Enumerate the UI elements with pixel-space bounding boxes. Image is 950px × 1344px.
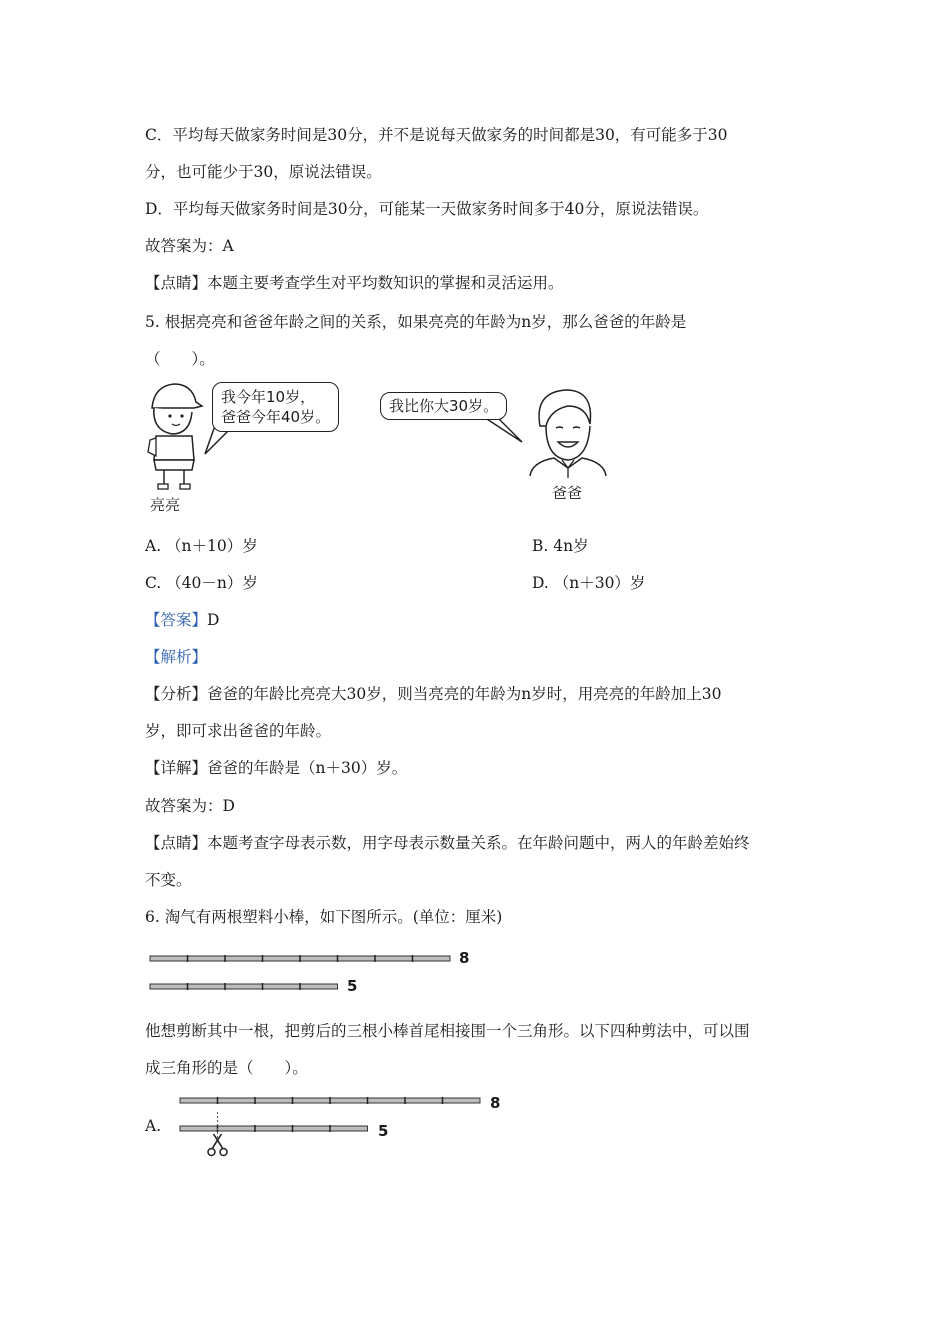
dad-speech-text: 我比你大30岁。	[389, 397, 499, 415]
question-5: 5. 根据亮亮和爸爸年龄之间的关系，如果亮亮的年龄为n岁，那么爸爸的年龄是	[145, 313, 687, 331]
text-line-c: C．平均每天做家务时间是30分，并不是说每天做家务的时间都是30，有可能多于30	[145, 126, 728, 144]
question-6-text-2: 成三角形的是（ ）。	[145, 1059, 308, 1077]
long-stick-label: 8	[459, 949, 470, 967]
sticks-figure	[150, 950, 470, 995]
text-line-d: D．平均每天做家务时间是30分，可能某一天做家务时间多于40分，原说法错误。	[145, 200, 709, 218]
q6-option-a-label: A.	[145, 1117, 162, 1135]
analysis-label: 【解析】	[145, 648, 208, 666]
question-6: 6. 淘气有两根塑料小棒，如下图所示。(单位：厘米)	[145, 908, 503, 926]
short-stick	[150, 984, 338, 989]
analysis-line-1: 【分析】爸爸的年龄比亮亮大30岁，则当亮亮的年龄为n岁时，用亮亮的年龄加上30	[145, 685, 722, 703]
short-stick-label: 5	[347, 977, 358, 995]
q6-option-a-figure	[180, 1094, 500, 1164]
option-d: D. （n＋30）岁	[532, 574, 646, 592]
answer-line-1: 故答案为：A	[145, 237, 234, 255]
q6-a-long-label: 8	[490, 1094, 501, 1112]
option-c: C. （40－n）岁	[145, 574, 258, 592]
option-a: A. （n＋10）岁	[145, 537, 258, 555]
dad-caption: 爸爸	[552, 484, 583, 502]
boy-speech-line1: 我今年10岁，	[221, 388, 316, 406]
answer-label: 【答案】	[145, 611, 208, 629]
analysis-line-2: 岁，即可求出爸爸的年龄。	[145, 722, 332, 740]
dad-speech-bubble	[380, 392, 507, 420]
boy-illustration	[142, 378, 212, 493]
answer-line	[145, 610, 219, 630]
text-line-c-cont: 分，也可能少于30，原说法错误。	[145, 163, 382, 181]
dad-illustration	[528, 386, 608, 478]
boy-speech-line2: 爸爸今年40岁。	[221, 408, 331, 426]
boy-caption: 亮亮	[150, 496, 181, 514]
detail-line: 【详解】爸爸的年龄是（n＋30）岁。	[145, 759, 408, 777]
answer-line-2: 故答案为：D	[145, 797, 235, 815]
question-5-blank: （ ）。	[145, 350, 215, 368]
boy-speech-bubble	[212, 382, 339, 432]
comment-line-1: 【点睛】本题主要考查学生对平均数知识的掌握和灵活运用。	[145, 274, 564, 292]
q6-a-short-label: 5	[378, 1122, 389, 1140]
opt-a-short-stick	[180, 1126, 368, 1131]
comment-line-2: 【点睛】本题考查字母表示数，用字母表示数量关系。在年龄问题中，两人的年龄差始终	[145, 834, 750, 852]
option-b: B. 4n岁	[532, 537, 589, 555]
comment-line-2-cont: 不变。	[145, 871, 192, 889]
answer-value: D	[207, 611, 220, 629]
question-6-text-1: 他想剪断其中一根，把剪后的三根小棒首尾相接围一个三角形。以下四种剪法中，可以围	[145, 1022, 750, 1040]
